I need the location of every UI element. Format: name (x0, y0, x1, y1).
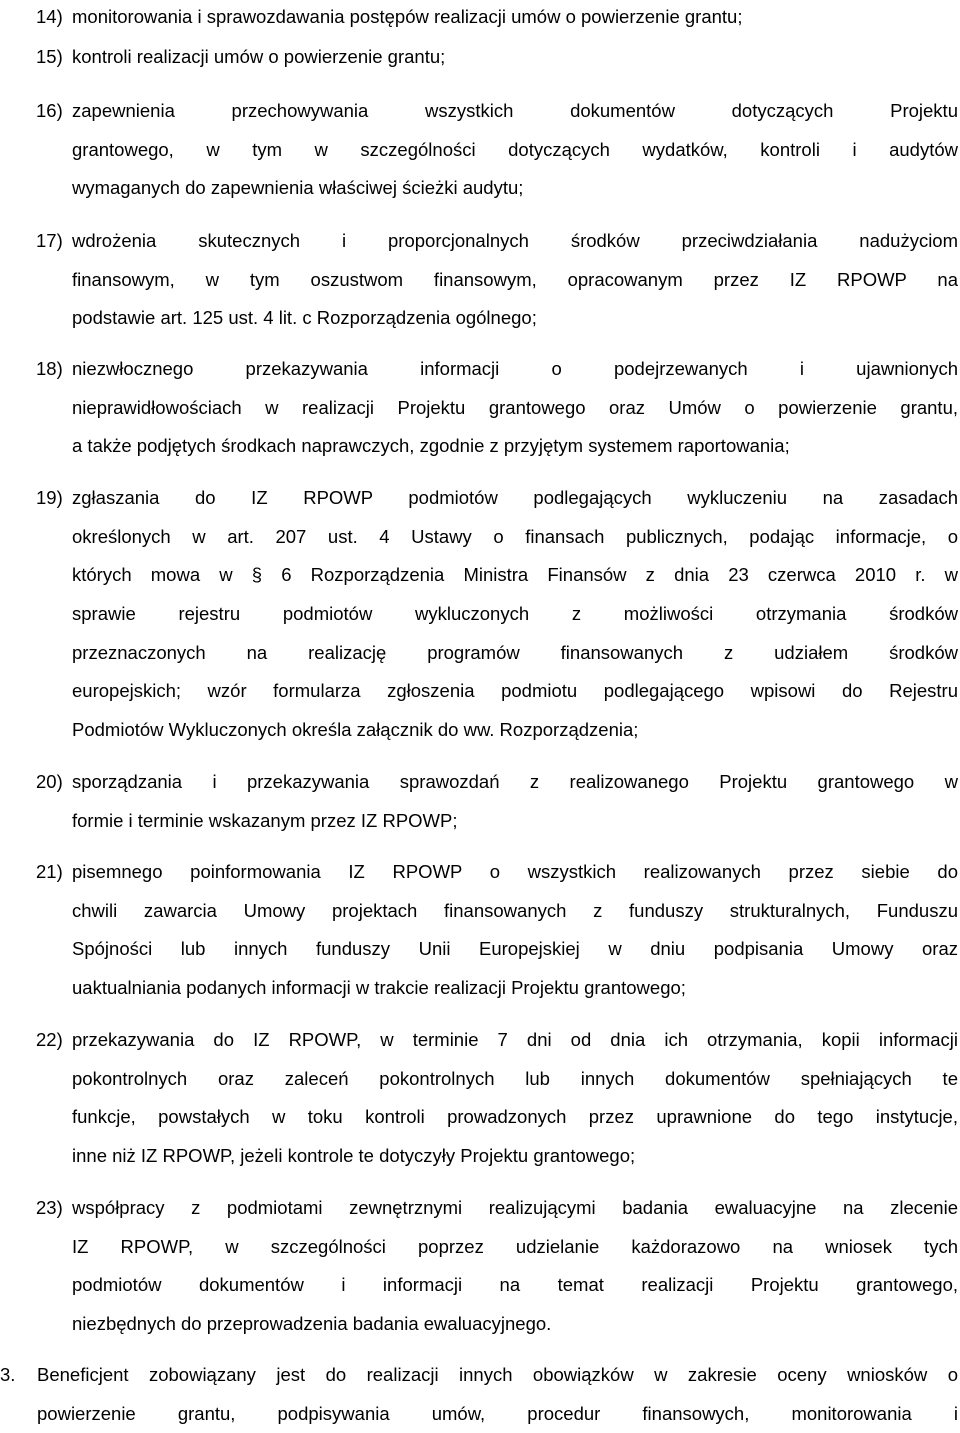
list-item-23 (0, 1189, 960, 1344)
item-number: 18) (36, 358, 63, 379)
text-line: Beneficjent zobowiązany jest do realizacji innych obowiązków w zakresie oceny wniosków o (37, 1364, 958, 1385)
list-item-21 (0, 853, 960, 1008)
item-text (72, 0, 958, 37)
list-item-15 (0, 38, 960, 77)
item-number: 15) (36, 46, 63, 67)
text-line: formie i terminie wskazanym przez IZ RPOWP; (72, 809, 458, 831)
text-line: Spójności lub innych funduszy Unii Europejskiej w dniu podpisania Umowy oraz (72, 938, 958, 960)
item-text (72, 853, 958, 1008)
item-text (72, 1189, 958, 1344)
list-item-18 (0, 350, 960, 466)
section-text (37, 1356, 958, 1433)
item-text (72, 38, 958, 77)
list-item-16 (0, 92, 960, 208)
text-line: określonych w art. 207 ust. 4 Ustawy o finansach publicznych, podając informacje, o (72, 525, 958, 547)
text-line: europejskich; wzór formularza zgłoszenia podmiotu podlegającego wpisowi do Rejestru (72, 680, 958, 702)
text-line: grantowego, w tym w szczególności dotyczących wydatków, kontroli i audytów (72, 138, 958, 160)
text-line: współpracy z podmiotami zewnętrznymi realizującymi badania ewaluacyjne na zlecenie (72, 1197, 958, 1218)
list-item-22 (0, 1021, 960, 1176)
text-line: niezbędnych do przeprowadzenia badania ewaluacyjnego. (72, 1313, 552, 1335)
text-line: IZ RPOWP, w szczególności poprzez udzielanie każdorazowo na wniosek tych (72, 1235, 958, 1257)
item-text (72, 222, 958, 338)
item-text (72, 763, 958, 840)
list-item-19 (0, 479, 960, 750)
item-number: 17) (36, 230, 63, 251)
text-line: sprawie rejestru podmiotów wykluczonych z możliwości otrzymania środków (72, 603, 958, 625)
text-line: a także podjętych środkach naprawczych, zgodnie z przyjętym systemem raportowania; (72, 435, 790, 457)
item-number: 20) (36, 771, 63, 792)
text-line: których mowa w § 6 Rozporządzenia Ministra Finansów z dnia 23 czerwca 2010 r. w (72, 564, 958, 586)
text-line: wdrożenia skutecznych i proporcjonalnych środków przeciwdziałania nadużyciom (72, 230, 958, 251)
text-line: zgłaszania do IZ RPOWP podmiotów podlegających wykluczeniu na zasadach (72, 487, 958, 508)
item-number: 21) (36, 861, 63, 882)
text-line: kontroli realizacji umów o powierzenie grantu; (72, 46, 446, 67)
text-line: przekazywania do IZ RPOWP, w terminie 7 dni od dnia ich otrzymania, kopii informacji (72, 1029, 958, 1050)
text-line: wymaganych do zapewnienia właściwej ścieżki audytu; (72, 177, 524, 199)
text-line: niezwłocznego przekazywania informacji o podejrzewanych i ujawnionych (72, 358, 958, 379)
text-line: podstawie art. 125 ust. 4 lit. c Rozporządzenia ogólnego; (72, 307, 537, 329)
text-line: pisemnego poinformowania IZ RPOWP o wszystkich realizowanych przez siebie do (72, 861, 958, 882)
text-line: przeznaczonych na realizację programów finansowanych z udziałem środków (72, 641, 958, 663)
section-3 (0, 1356, 960, 1433)
item-text (72, 350, 958, 466)
text-line: podmiotów dokumentów i informacji na temat realizacji Projektu grantowego, (72, 1274, 958, 1296)
item-text (72, 92, 958, 208)
text-line: nieprawidłowościach w realizacji Projektu grantowego oraz Umów o powierzenie grantu, (72, 396, 958, 418)
item-text (72, 479, 958, 750)
text-line: chwili zawarcia Umowy projektach finansowanych z funduszy strukturalnych, Funduszu (72, 899, 958, 921)
text-line: pokontrolnych oraz zaleceń pokontrolnych lub innych dokumentów spełniających te (72, 1067, 958, 1089)
item-text (72, 1021, 958, 1176)
section-number: 3. (0, 1364, 16, 1385)
text-line: monitorowania i sprawozdawania postępów realizacji umów o powierzenie grantu; (72, 6, 743, 27)
item-number: 19) (36, 487, 63, 508)
list-item-17 (0, 222, 960, 338)
text-line: sporządzania i przekazywania sprawozdań z realizowanego Projektu grantowego w (72, 771, 958, 792)
text-line: inne niż IZ RPOWP, jeżeli kontrole te dotyczyły Projektu grantowego; (72, 1145, 636, 1167)
text-line: uaktualniania podanych informacji w trakcie realizacji Projektu grantowego; (72, 977, 686, 999)
list-item-14 (0, 0, 960, 37)
text-line: finansowym, w tym oszustwom finansowym, opracowanym przez IZ RPOWP na (72, 268, 958, 290)
item-number: 16) (36, 100, 63, 121)
text-line: zapewnienia przechowywania wszystkich dokumentów dotyczących Projektu (72, 100, 958, 121)
text-line: Podmiotów Wykluczonych określa załącznik do ww. Rozporządzenia; (72, 719, 639, 741)
list-item-20 (0, 763, 960, 840)
text-line: powierzenie grantu, podpisywania umów, procedur finansowych, monitorowania i (37, 1402, 958, 1424)
text-line: funkcje, powstałych w toku kontroli prowadzonych przez uprawnione do tego instytucje, (72, 1106, 958, 1128)
item-number: 22) (36, 1029, 63, 1050)
item-number: 23) (36, 1197, 63, 1218)
item-number: 14) (36, 6, 63, 27)
